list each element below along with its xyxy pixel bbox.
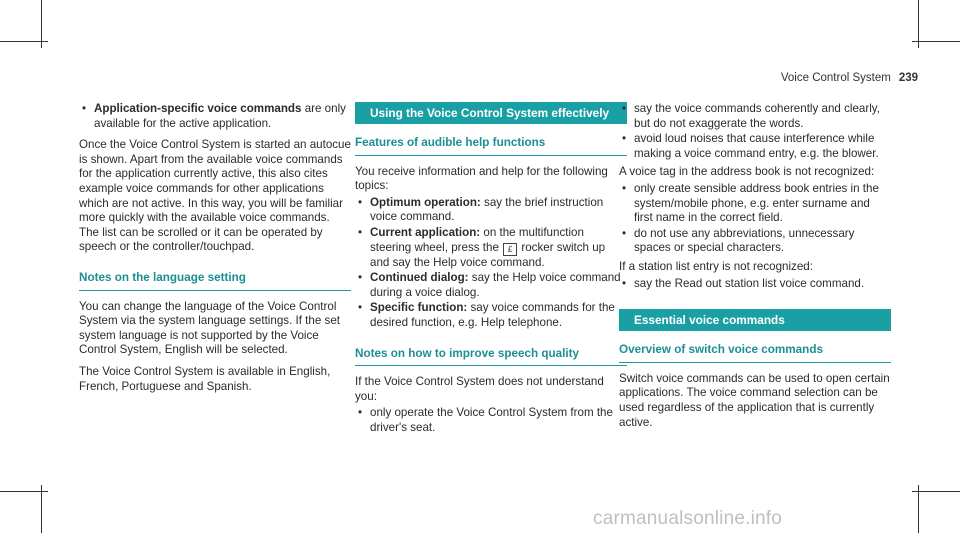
crop-mark (0, 41, 48, 42)
bullet-text: rocker switch up and say the Help voice command. (370, 240, 606, 269)
list-item (619, 227, 891, 256)
page-number: 239 (898, 72, 918, 84)
list-item (355, 301, 627, 330)
rocker-switch-icon: £ (503, 243, 517, 256)
crop-mark (41, 485, 42, 533)
section-banner: Essential voice commands (619, 309, 891, 331)
crop-mark (0, 491, 48, 492)
bullet-text: say the Help voice command during a voice dialog. (370, 271, 621, 299)
bullet-label: Continued dialog: (370, 271, 469, 285)
bullet-text: say the Read out station list voice command. (634, 276, 865, 290)
list-item (355, 226, 627, 270)
bullet-label: Optimum operation: (370, 195, 481, 209)
paragraph: The Voice Control System is available in English, French, Portuguese and Spanish. (79, 364, 331, 393)
bullet-text: only create sensible address book entries in the system/mobile phone, e.g. enter surname and first name in the correct field. (634, 181, 879, 225)
list-item (619, 277, 891, 292)
list-item (355, 271, 627, 300)
crop-mark (918, 485, 919, 533)
paragraph: A voice tag in the address book is not recognized: (619, 165, 875, 179)
bullet-text: do not use any abbreviations, unnecessary spaces or special characters. (634, 226, 855, 255)
bullet-text: only operate the Voice Control System from the driver's seat. (370, 406, 613, 434)
column-3 (619, 102, 891, 437)
section-heading: Overview of switch voice commands (619, 343, 891, 363)
bullet-label: Application-specific voice commands (94, 102, 302, 115)
crop-mark (912, 41, 960, 42)
bullet-label: Current application: (370, 225, 481, 239)
paragraph: You receive information and help for the following topics: (355, 164, 608, 193)
bullet-text: avoid loud noises that cause interference while making a voice command entry, e.g. the blower. (634, 132, 879, 160)
section-heading: Features of audible help functions (355, 136, 627, 156)
list-item (619, 132, 891, 161)
paragraph: Once the Voice Control System is started an autocue is shown. Apart from the available voice commands for the application currently active, this also cites example voice commands for other applications which are not active. In this way, you will be familiar more quickly with the available voice commands. The list can be scrolled or it can be operated by speech or the controller/touchpad. (79, 138, 351, 254)
paragraph: If the Voice Control System does not understand you: (355, 375, 604, 403)
column-1 (79, 102, 351, 401)
bullet-text: are only available for the active application. (94, 102, 346, 130)
bullet-label: Specific function: (370, 301, 468, 315)
watermark: carmanualsonline.info (593, 508, 783, 529)
paragraph: You can change the language of the Voice Control System via the system language settings. If the set system language is not supported by the Voice Control System, English will be selected. (79, 299, 340, 357)
crop-mark (912, 491, 960, 492)
column-2 (355, 102, 627, 437)
bullet-text: say voice commands for the desired function, e.g. Help telephone. (370, 301, 615, 329)
bullet-text: say the brief instruction voice command. (370, 195, 604, 224)
list-item (619, 102, 891, 131)
list-item (355, 406, 627, 435)
section-banner: Using the Voice Control System effectively (355, 102, 627, 124)
list-item (355, 196, 627, 225)
section-title: Voice Control System (780, 72, 891, 84)
bullet-text: say the voice commands coherently and clearly, but do not exaggerate the words. (634, 102, 880, 130)
bullet-text: on the multifunction steering wheel, press the (370, 225, 584, 254)
page-header (781, 72, 918, 84)
paragraph: Switch voice commands can be used to open certain applications. The voice command selection can be used regardless of the application that is currently active. (619, 371, 890, 429)
list-item (79, 102, 351, 131)
section-heading: Notes on how to improve speech quality (355, 347, 627, 367)
list-item (619, 182, 891, 226)
section-heading: Notes on the language setting (79, 271, 351, 291)
paragraph: If a station list entry is not recognized: (619, 259, 813, 273)
